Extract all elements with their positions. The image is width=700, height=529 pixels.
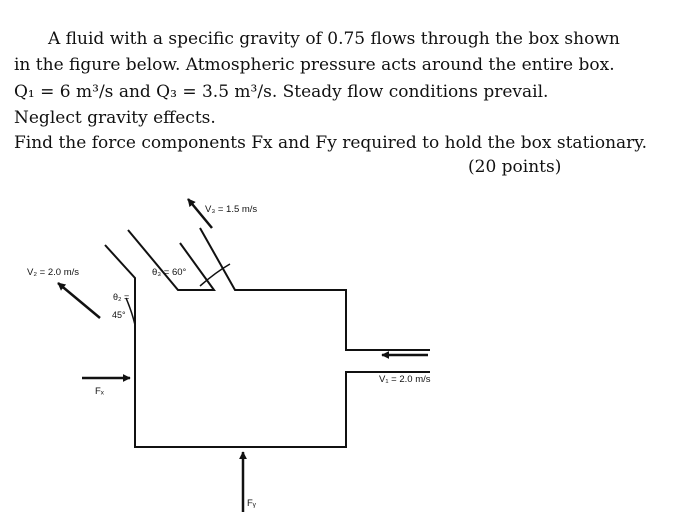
theta3-label: θ₃ = 60°	[152, 267, 187, 278]
v1-label: V₁ = 2.0 m/s	[379, 374, 431, 385]
v3-label: V₃ = 1.5 m/s	[205, 204, 258, 215]
fx-label: Fₓ	[95, 386, 104, 397]
problem-line-4: Neglect gravity effects.	[14, 108, 216, 128]
theta2-label-top: θ₂ =	[113, 292, 130, 302]
problem-line-5: Find the force components Fx and Fy required to hold the box stationary.	[14, 133, 648, 153]
v2-arrow	[58, 283, 100, 318]
theta2-label-bottom: 45°	[112, 310, 126, 320]
problem-line-3: Q₁ = 6 m³/s and Q₃ = 3.5 m³/s. Steady flow conditions prevail.	[14, 82, 549, 102]
problem-points: (20 points)	[468, 157, 562, 177]
box-outline	[105, 228, 430, 447]
v2-label: V₂ = 2.0 m/s	[27, 267, 79, 278]
problem-line-2: in the figure below. Atmospheric pressure acts around the entire box.	[14, 55, 615, 75]
theta2-arc	[126, 298, 135, 325]
fy-label: Fᵧ	[247, 498, 256, 509]
problem-line-1: A fluid with a specific gravity of 0.75 flows through the box shown	[48, 29, 620, 49]
